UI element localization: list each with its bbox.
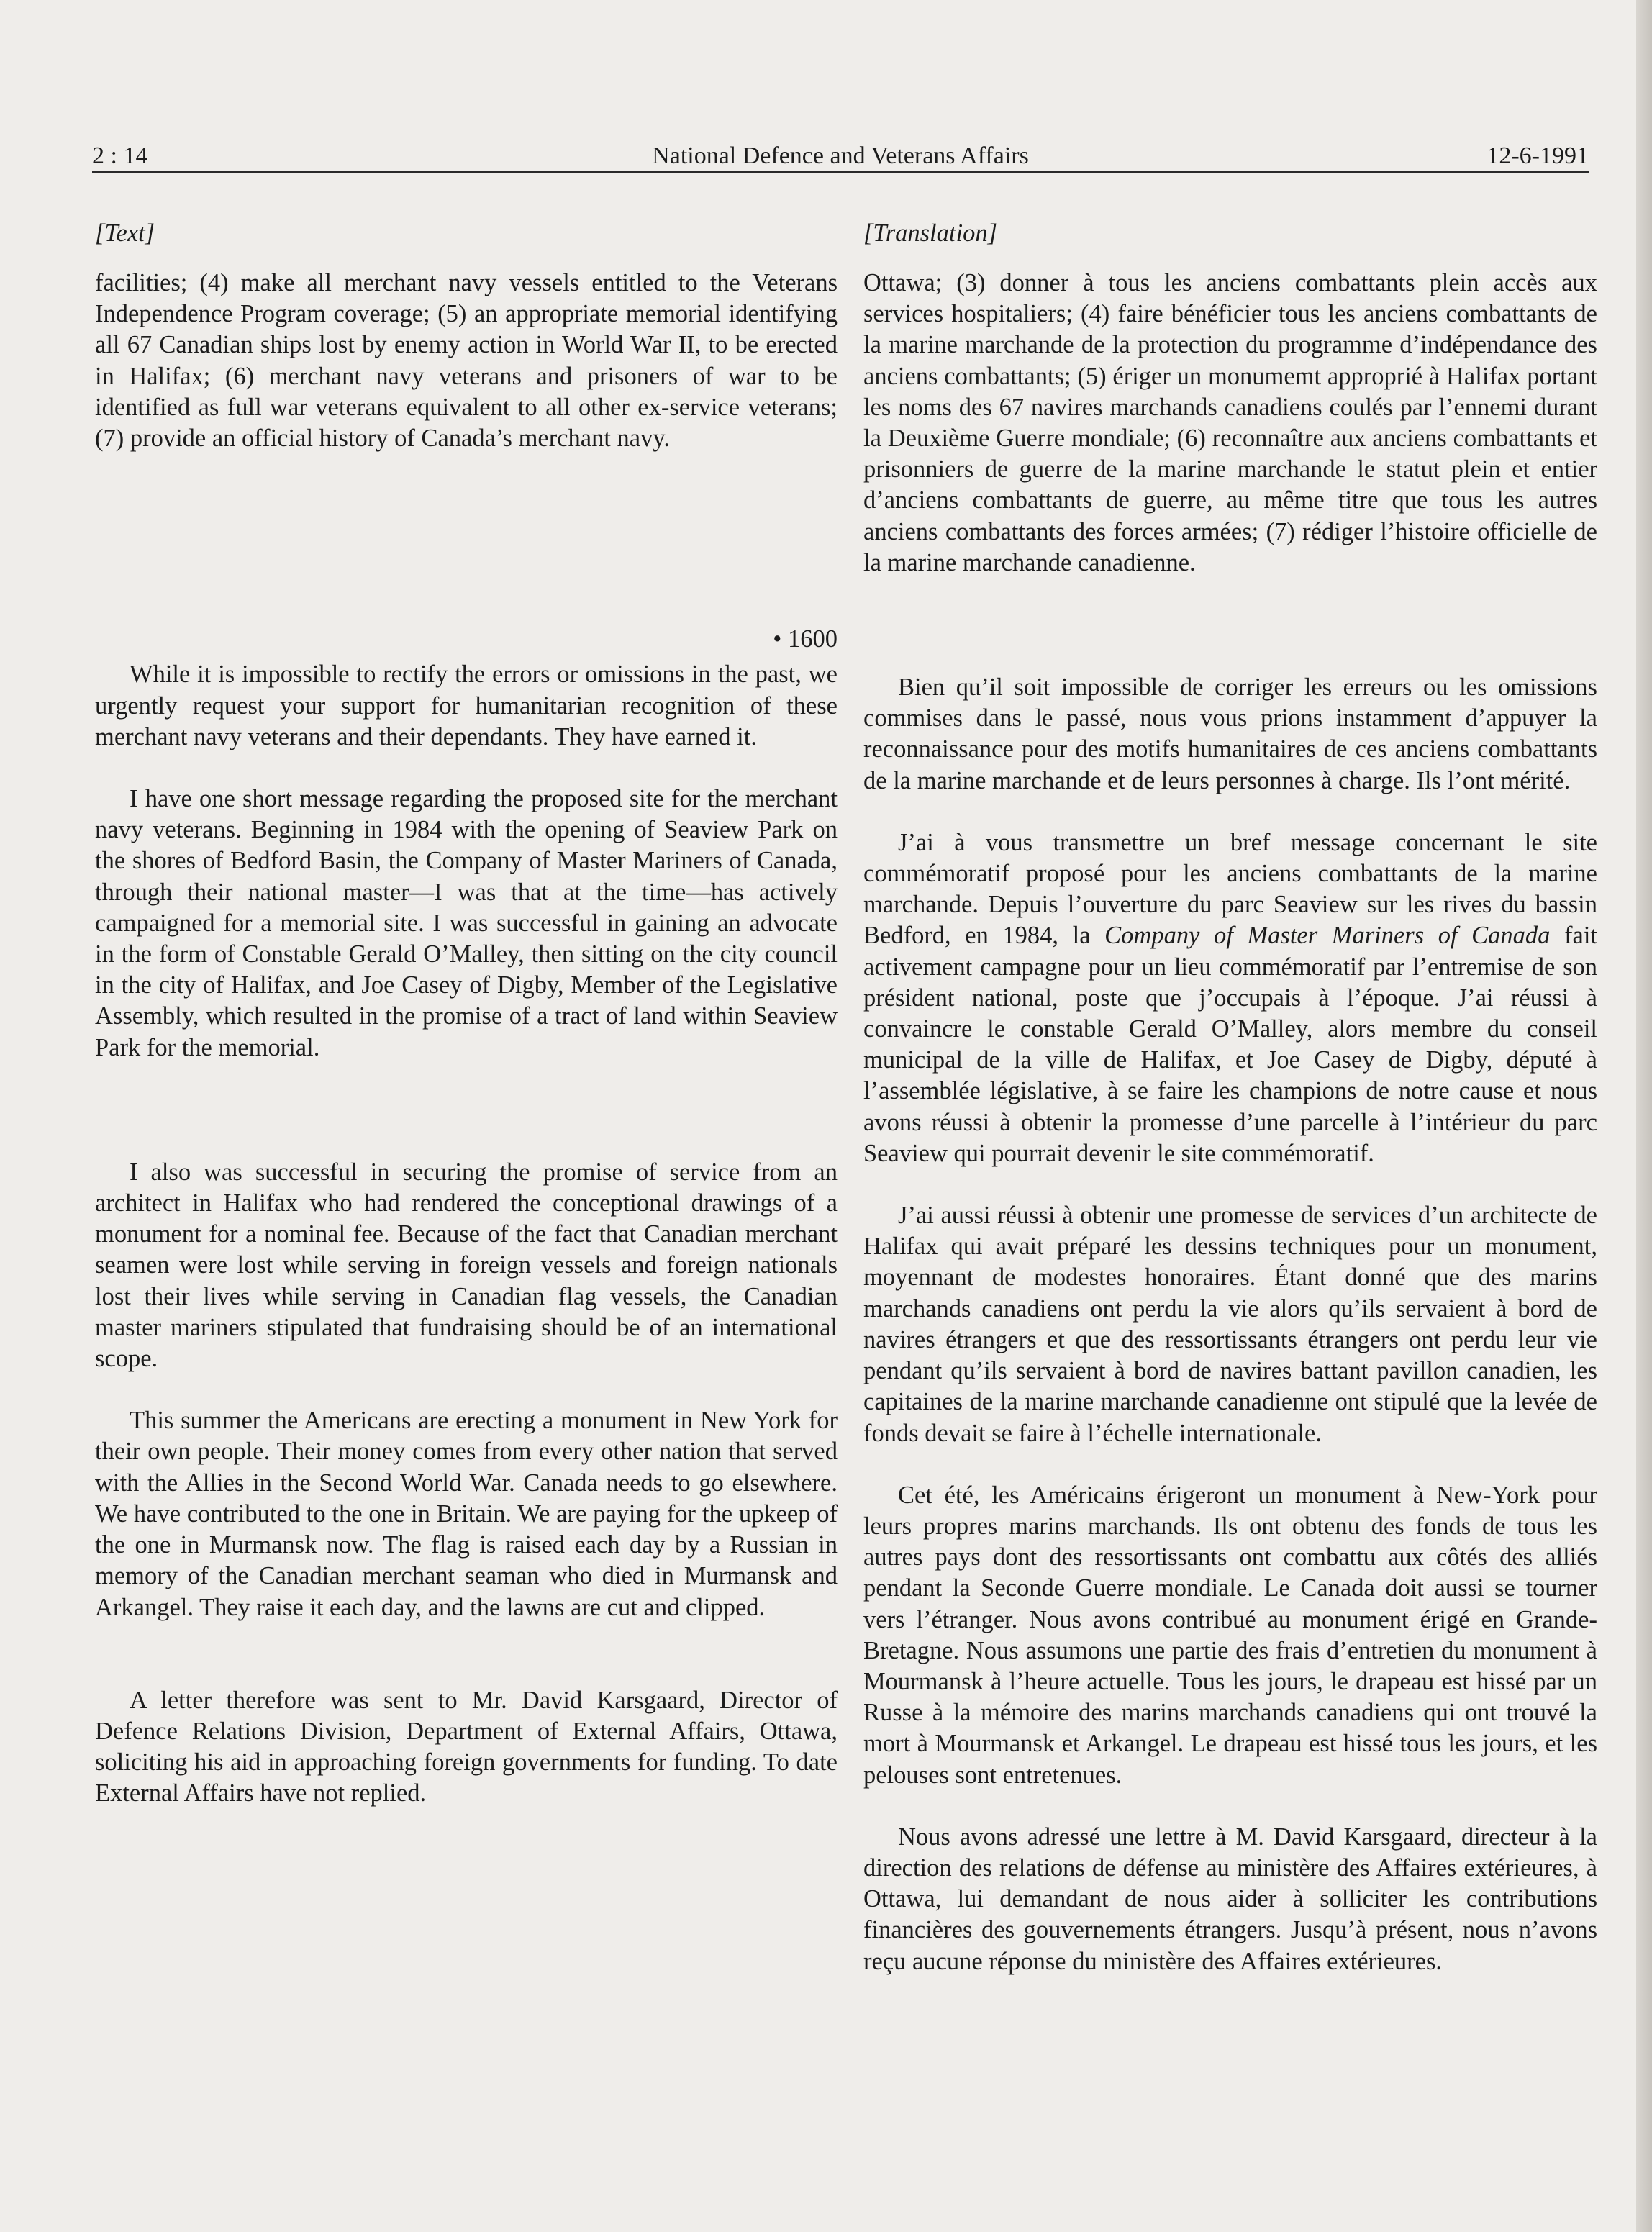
paragraph-site-commemoratif [863,827,1597,1169]
publication-title: National Defence and Veterans Affairs [652,142,1029,169]
paragraph-lettre-affaires-exterieures: Nous avons adressé une lettre à M. David Karsgaard, directeur à la direction des relations de défense au ministère des Affaires extérieures, à Ottawa, lui demandant de nous aider à solliciter les contributions financières des gouvernements étrangers. Jusqu’à présent, nous n’avons reçu aucune réponse du ministère des Affaires extérieures. [863,1823,1597,1975]
paragraph-memorial-site: I have one short message regarding the proposed site for the merchant navy veterans. Beginning in 1984 with the opening of Seaview Park on the shores of Bedford Basin, the Company of Master Mariners of Canada, through their national master—I was that at the time—has actively campaigned for a memorial site. I was successful in gaining an advocate in the form of Constable Gerald O’Malley, then sitting on the city council in the city of Halifax, and Joe Casey of Digby, Member of the Legislative Assembly, which resulted in the promise of a tract of land within Seaview Park for the memorial. [95,785,838,1061]
header-date: 12-6-1991 [1487,142,1589,169]
page-number: 2 : 14 [92,142,148,169]
column-label-translation: [Translation] [863,219,997,247]
french-translation-column [863,216,1597,1977]
paragraph-architecte: J’ai aussi réussi à obtenir une promesse de services d’un architecte de Halifax qui avait préparé les dessins techniques pour un monument, moyennant de modestes honoraires. Étant donné que des marins marchands canadiens ont perdu la vie alors qu’ils servaient à bord de navires étrangers et que des ressortissants étrangers ont perdu leur vie pendant qu’ils servaient à bord de navires battant pavillon canadien, les capitaines de la marine marchande canadienne ont stipulé que la levée de fonds devait se faire à l’échelle internationale. [863,1202,1597,1447]
company-name-italic: Company of Master Mariners of Canada [1104,922,1551,950]
paragraph-recognition-request: While it is impossible to rectify the errors or omissions in the past, we urgently request your support for humanitarian recognition of these merchant navy veterans and their dependants. They have earned it. [95,661,838,750]
column-label-text: [Text] [95,219,155,247]
paragraph-recommendations: facilities; (4) make all merchant navy vessels entitled to the Veterans Independence Program coverage; (5) an appropriate memorial identifying all 67 Canadian ships lost by enemy action in World War II, to be erected in Halifax; (6) merchant navy veterans and prisoners of war to be identified as full war veterans equivalent to all other ex-service veterans; (7) provide an official history of Canada’s merchant navy. [95,269,838,453]
paragraph-letter-external-affairs: A letter therefore was sent to Mr. David Karsgaard, Director of Defence Relations Division, Department of External Affairs, Ottawa, soliciting his aid in approaching foreign governments for funding. To date External Affairs have not replied. [95,1686,838,1807]
english-text-column [95,216,838,1810]
page-edge-shadow [1636,0,1652,2232]
paragraph-recommandations: Ottawa; (3) donner à tous les anciens combattants plein accès aux services hospitaliers; (4) faire bénéficier tous les anciens combattants de la marine marchande de la protection du programme d’indépendance des anciens combattants; (5) ériger un monumemt approprié à Halifax portant les noms des 67 navires marchands canadiens coulés par l’ennemi durant la Deuxième Guerre mondiale; (6) reconnaître aux anciens combattants et prisonniers de guerre de la marine marchande le statut plein et entier d’anciens combattants de guerre, au même titre que tous les autres anciens combattants des forces armées; (7) rédiger l’histoire officielle de la marine marchande canadienne. [863,269,1597,576]
paragraph-monument-americain: Cet été, les Américains érigeront un monument à New-York pour leurs propres marins marchands. Ils ont obtenu des fonds de tous les autres pays dont des ressortissants ont combattu aux côtés des alliés pendant la Seconde Guerre mondiale. Le Canada doit aussi se tourner vers l’étranger. Nous avons contribué au monument érigé en Grande-Bretagne. Nous assumons une partie des frais d’entretien du monument à Mourmansk à l’heure actuelle. Tous les jours, le drapeau est hissé par un Russe à la mémoire des marins marchands canadiens qui ont trouvé la mort à Mourmansk et Arkangel. Le drapeau est hissé tous les jours, et les pelouses sont entretenues. [863,1481,1597,1789]
paragraph-site-commemoratif-part-a: J’ai à vous transmettre un bref message concernant le site commémoratif proposé pour les anciens combattants de la marine marchande. Depuis l’ouverture du parc Seaview sur les rives du bassin Bedford, en 1984, la [863,828,1597,950]
running-header [92,135,1589,173]
time-marker: • 1600 [773,625,838,653]
paragraph-architect: I also was successful in securing the promise of service from an architect in Halifax who had rendered the conceptional drawings of a monument for a nominal fee. Because of the fact that Canadian merchant seamen were lost while serving in foreign vessels and foreign nationals lost their lives while serving in Canadian flag vessels, the Canadian master mariners stipulated that fundraising should be of an international scope. [95,1158,838,1373]
paragraph-site-commemoratif-part-b: fait activement campagne pour un lieu commémoratif par l’entremise de son président national, poste que j’occupais à l’époque. J’ai réussi à convaincre le constable Gerald O’Malley, alors membre du conseil municipal de la ville de Halifax, et Joe Casey de Digby, député à l’assemblée législative, à se faire les champions de notre cause et nous avons réussi à obtenir la promesse d’une parcelle à l’intérieur du parc Seaview qui pourrait devenir le site commémoratif. [863,922,1598,1167]
paragraph-american-monument: This summer the Americans are erecting a monument in New York for their own people. Their money comes from every other nation that served with the Allies in the Second World War. Canada needs to go elsewhere. We have contributed to the one in Britain. We are paying for the upkeep of the one in Murmansk now. The flag is raised each day by a Russian in memory of the Canadian merchant seaman who died in Murmansk and Arkangel. They raise it each day, and the lawns are cut and clipped. [95,1407,838,1621]
paragraph-reconnaissance: Bien qu’il soit impossible de corriger les erreurs ou les omissions commises dans le passé, nous vous prions instamment d’appuyer la reconnaissance pour des motifs humanitaires de ces anciens combattants de la marine marchande et de leurs personnes à charge. Ils l’ont mérité. [863,673,1597,794]
